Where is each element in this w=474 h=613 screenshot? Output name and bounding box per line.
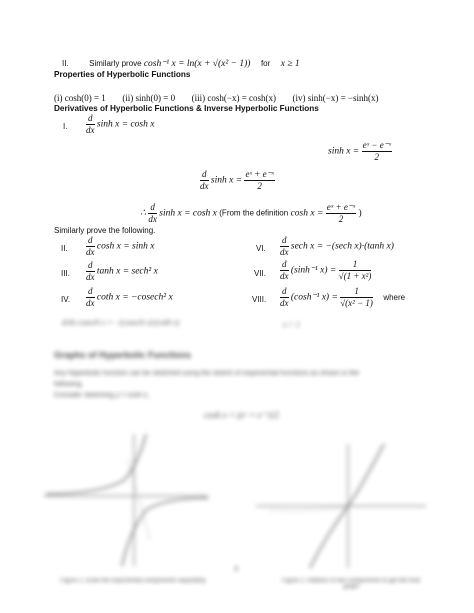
similarly-prove: Similarly prove the following. xyxy=(54,226,156,235)
graphs-paragraph-3: Consider sketching y = cosh x, xyxy=(54,392,150,399)
item-ii-rhs: cosh x = sinh x xyxy=(96,241,155,252)
d-dx-fraction: $\frac{d}{dx}$ xyxy=(86,113,95,135)
item-vii-fraction: $\frac{1}{\text{√(1 + x²)}}$ xyxy=(338,259,372,281)
d-dx: $\frac{d}{dx}$ xyxy=(86,286,95,308)
d-dx: $\frac{d}{dx}$ xyxy=(280,286,289,308)
item-iv-label: IV. xyxy=(61,295,71,304)
item-i-label: I. xyxy=(63,122,68,131)
item-vii-label: VII. xyxy=(254,269,267,278)
sinh-def-fraction: $\frac{\text{eˣ − e⁻ˣ}}{2}$ xyxy=(362,140,391,162)
d-dx: $\frac{d}{dx}$ xyxy=(280,259,289,281)
item-viii-fraction: $\frac{1}{\text{√(x² − 1)}}$ xyxy=(340,286,373,308)
item-iv-rhs: coth x = −cosech² x xyxy=(96,292,173,303)
d-dx: $\frac{d}{dx}$ xyxy=(280,235,289,257)
properties-heading: Properties of Hyperbolic Functions xyxy=(54,70,191,79)
caption-right: Figure 2: Addition of two components to get the final graph xyxy=(281,578,421,590)
blurred-condition: x > 1 xyxy=(283,320,300,329)
prove-label: II. xyxy=(62,59,69,68)
therefore-symbol: ∴ xyxy=(140,208,147,219)
properties-row xyxy=(54,93,379,103)
prove-for: for xyxy=(260,59,271,68)
item-i-rhs: sinh x = cosh x xyxy=(96,119,155,130)
page-number: 3 xyxy=(234,566,238,573)
item-iii-equation xyxy=(86,261,158,282)
deriv-sinh-lhs: sinh x = xyxy=(210,175,243,186)
item-vii-equation xyxy=(280,260,371,281)
close-paren: ) xyxy=(358,208,362,219)
property-ii: (ii) sinh(0) = 0 xyxy=(122,93,176,103)
cosh-def-lhs: cosh x = xyxy=(290,208,324,219)
deriv-sinh-fraction: $\frac{\text{eˣ + e⁻ˣ}}{2}$ xyxy=(245,169,274,191)
prove-formula: cosh⁻¹ x = ln(x + √(x² − 1)) xyxy=(143,59,251,69)
item-iii-label: III. xyxy=(61,269,70,278)
item-viii-rhs: (cosh⁻¹ x) = xyxy=(290,292,338,303)
item-i-equation xyxy=(86,114,154,135)
right-graph xyxy=(250,440,430,572)
item-vi-label: VI. xyxy=(256,244,266,253)
item-ii-equation xyxy=(86,236,154,257)
prove-prefix: Similarly prove xyxy=(89,59,144,68)
d-dx-fraction-2: $\frac{d}{dx}$ xyxy=(200,169,209,191)
item-ii-label: II. xyxy=(61,244,68,253)
property-i: (i) cosh(0) = 1 xyxy=(54,93,106,103)
derivatives-heading: Derivatives of Hyperbolic Functions & Inverse Hyperbolic Functions xyxy=(54,104,319,113)
graphs-paragraph-2: following. xyxy=(54,381,84,388)
blurred-item-v-text: d/dx cosech x = −(cosech x)·(coth x) xyxy=(62,318,180,327)
item-viii-equation xyxy=(280,287,405,308)
graphs-heading: Graphs of Hyperbolic Functions xyxy=(54,350,192,360)
d-dx: $\frac{d}{dx}$ xyxy=(86,235,95,257)
item-vi-equation xyxy=(280,236,394,257)
where-label: where xyxy=(383,292,406,302)
sinh-def-lhs: sinh x = xyxy=(328,146,360,157)
property-iii: (iii) cosh(−x) = cosh(x) xyxy=(191,93,277,103)
d-dx-fraction-3: $\frac{d}{dx}$ xyxy=(148,202,157,224)
from-definition: (From the definition xyxy=(219,208,289,218)
sinh-definition xyxy=(328,141,392,162)
item-iii-rhs: tanh x = sech² x xyxy=(96,266,158,277)
graphs-paragraph-1: Any Hyperbolic function can be sketched using the sketch of exponential functions as shown in the xyxy=(54,370,360,377)
item-vi-rhs: sech x = −(sech x)·(tanh x) xyxy=(290,241,394,252)
cosh-formula: cosh x = (eˣ + e⁻ˣ)/2 xyxy=(204,410,279,420)
therefore-rhs: sinh x = cosh x xyxy=(159,208,217,219)
d-dx: $\frac{d}{dx}$ xyxy=(86,260,95,282)
caption-left: Figure 1: Draw the exponential components separately xyxy=(60,578,206,584)
cosh-def-fraction: $\frac{\text{eˣ + e⁻ˣ}}{2}$ xyxy=(326,202,356,224)
prove-condition: x ≥ 1 xyxy=(280,59,300,69)
left-graph xyxy=(38,430,214,570)
item-iv-equation xyxy=(86,287,173,308)
item-vii-rhs: (sinh⁻¹ x) = xyxy=(290,265,337,276)
therefore-line xyxy=(140,203,362,224)
item-viii-label: VIII. xyxy=(252,295,267,304)
deriv-sinh-step xyxy=(200,170,275,191)
blurred-item-v xyxy=(62,318,179,327)
property-iv: (iv) sinh(−x) = −sinh(x) xyxy=(292,93,379,103)
prove-line xyxy=(62,58,300,69)
